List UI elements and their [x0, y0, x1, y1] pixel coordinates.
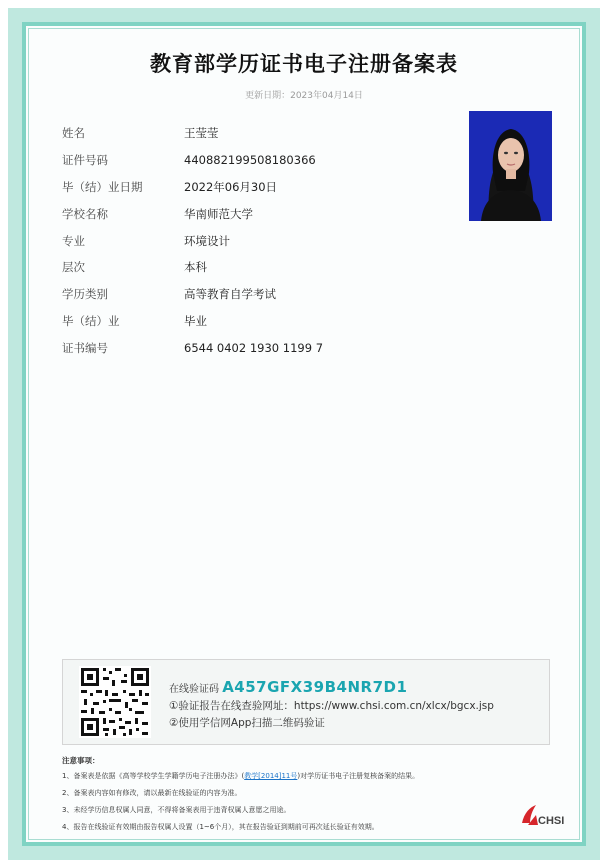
field-value: 本科 — [184, 260, 207, 275]
field-value: 王莹莹 — [184, 126, 219, 141]
verify-url-line[interactable]: ①验证报告在线查验网址：https://www.chsi.com.cn/xlcx/bgcx.jsp — [169, 700, 494, 712]
regulation-link[interactable]: 教学[2014]11号 — [244, 772, 298, 780]
field-value: 高等教育自学考试 — [184, 287, 276, 302]
qr-code-icon[interactable] — [79, 666, 151, 738]
verify-app-line: ②使用学信网App扫描二维码验证 — [169, 717, 325, 729]
field-value: 环境设计 — [184, 233, 230, 248]
note-item-2: 2、备案表内容如有修改，请以最新在线验证的内容为准。 — [62, 789, 242, 797]
note-text: 1、备案表是依据《高等学校学生学籍学历电子注册办法》( — [62, 772, 245, 780]
field-label: 专业 — [62, 233, 85, 248]
field-row-name — [62, 120, 462, 147]
update-date: 更新日期：2023年04月14日 — [245, 91, 363, 101]
info-fields — [62, 120, 462, 361]
field-row-education-type — [62, 281, 462, 308]
field-label: 证书编号 — [62, 340, 108, 355]
field-row-major — [62, 227, 462, 254]
field-label: 证件号码 — [62, 153, 108, 168]
chsi-logo-text: CHSI — [538, 815, 565, 827]
verification-code-line — [169, 678, 407, 696]
verification-code: A457GFX39B4NR7D1 — [222, 678, 408, 696]
field-value: 毕业 — [184, 313, 207, 328]
note-text: )对学历证书电子注册复核备案的结果。 — [297, 772, 420, 780]
field-label: 学校名称 — [62, 206, 108, 221]
field-label: 毕（结）业日期 — [62, 179, 143, 194]
field-value: 2022年06月30日 — [184, 179, 278, 194]
note-item-1 — [62, 771, 532, 781]
note-item-3: 3、未经学历信息权属人同意，不得将备案表用于违背权属人意愿之用途。 — [62, 806, 291, 814]
field-label: 层次 — [62, 260, 85, 275]
note-item-4: 4、报告在线验证有效期由报告权属人设置（1~6个月），其在报告验证到期前可再次延长验证有效期。 — [62, 823, 379, 831]
field-label: 姓名 — [62, 126, 85, 141]
notes-heading: 注意事项： — [62, 756, 100, 765]
field-row-graduation-status — [62, 308, 462, 335]
field-row-certificate-number — [62, 334, 462, 361]
notes-section — [62, 755, 532, 839]
verification-code-label: 在线验证码 — [169, 684, 219, 695]
field-row-id-number — [62, 147, 462, 174]
field-row-level — [62, 254, 462, 281]
field-row-graduation-date — [62, 174, 462, 201]
portrait-image — [469, 111, 552, 221]
field-value: 440882199508180366 — [184, 153, 316, 168]
portrait-photo — [469, 111, 552, 221]
document-title: 教育部学历证书电子注册备案表 — [150, 52, 458, 76]
field-label: 毕（结）业 — [62, 313, 120, 328]
field-value: 华南师范大学 — [184, 206, 253, 221]
verification-box — [62, 659, 550, 745]
field-row-school — [62, 200, 462, 227]
field-value: 6544 0402 1930 1199 7 — [184, 340, 324, 355]
field-label: 学历类别 — [62, 287, 108, 302]
